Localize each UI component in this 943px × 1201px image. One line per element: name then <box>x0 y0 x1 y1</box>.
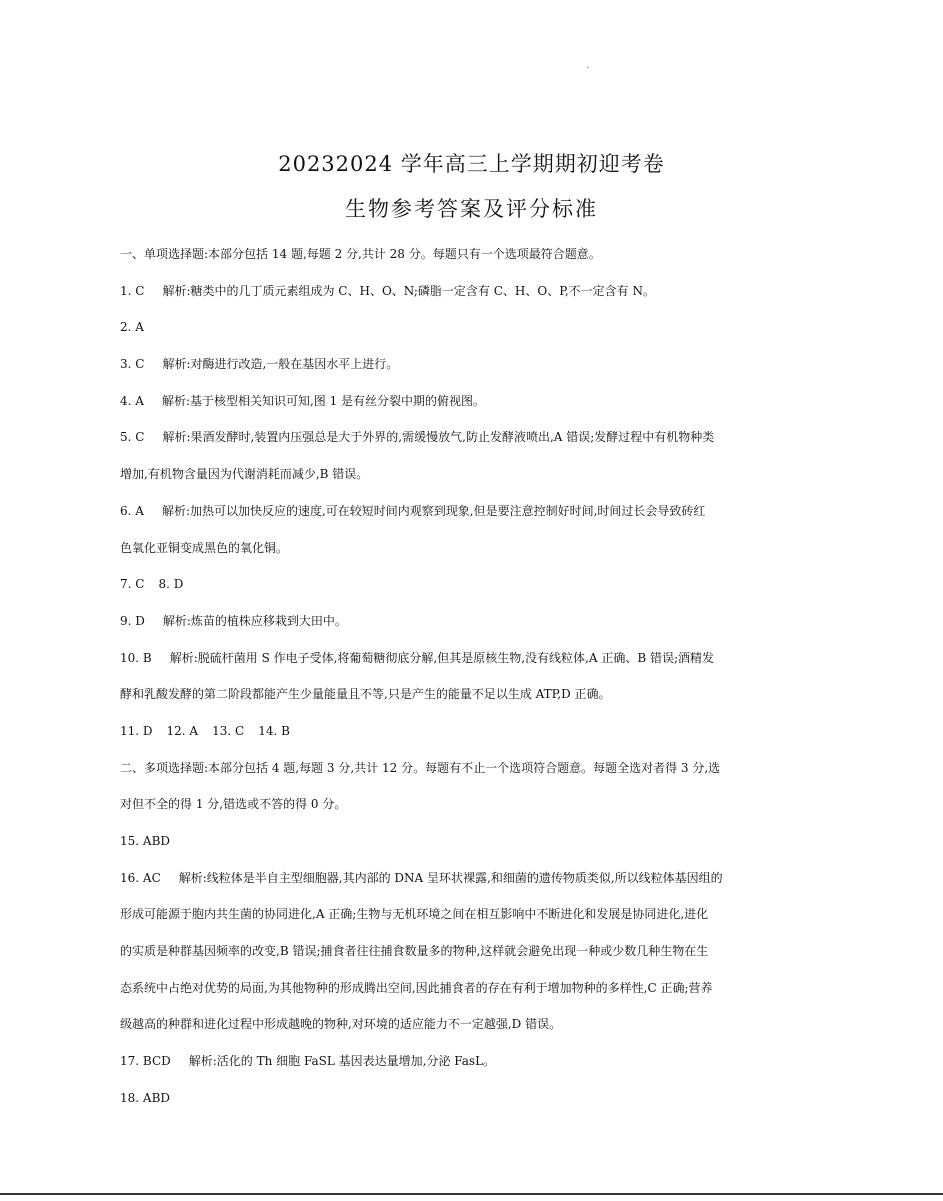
answer-q5 <box>120 419 830 456</box>
answer-q3 <box>120 346 830 383</box>
answer-number: 14. B <box>258 723 290 738</box>
page-bottom-border <box>0 1193 943 1195</box>
answer-number: 6. A <box>120 503 144 518</box>
answer-explanation: 解析:线粒体是半自主型细胞器,其内部的 DNA 呈环状裸露,和细菌的遗传物质类似,所以线粒体基因组的 <box>178 870 723 885</box>
answer-q2 <box>120 309 830 346</box>
exam-subtitle: 生物参考答案及评分标准 <box>345 197 598 221</box>
answer-q11-q14 <box>120 713 830 750</box>
answer-explanation: 解析:糖类中的几丁质元素组成为 C、H、O、N;磷脂一定含有 C、H、O、P,不一定含有 N。 <box>162 283 655 298</box>
answer-q1 <box>120 273 830 310</box>
answer-explanation: 解析:基于核型相关知识可知,图 1 是有丝分裂中期的俯视图。 <box>161 393 486 408</box>
answer-q6-continued: 色氧化亚铜变成黑色的氧化铜。 <box>120 540 289 555</box>
answer-number: 8. D <box>158 577 184 592</box>
answer-number: 11. D <box>120 723 153 738</box>
answer-q4 <box>120 383 830 420</box>
answer-q10 <box>120 640 830 677</box>
answer-q16 <box>120 860 830 897</box>
answer-number: 4. A <box>120 393 144 408</box>
answer-number: 3. C <box>120 357 145 372</box>
section2-title-continued: 对但不全的得 1 分,错选或不答的得 0 分。 <box>120 797 347 812</box>
section1-title: 一、单项选择题:本部分包括 14 题,每题 2 分,共计 28 分。每题只有一个选项最符合题意。 <box>120 247 601 261</box>
answer-q9 <box>120 603 830 640</box>
answer-q10-continued: 酵和乳酸发酵的第二阶段都能产生少量能量且不等,只是产生的能量不足以生成 ATP,D 正确。 <box>120 687 611 702</box>
answer-number: 13. C <box>212 723 245 738</box>
answer-q16-continued: 形成可能源于胞内共生菌的协同进化,A 正确;生物与无机环境之间在相互影响中不断进化和发展是协同进化,进化 <box>120 907 709 922</box>
answer-number: 9. D <box>120 613 145 628</box>
answer-number: 5. C <box>120 430 145 445</box>
answer-number: 2. A <box>120 320 144 335</box>
answer-number: 7. C <box>120 577 145 592</box>
answer-q15 <box>120 823 830 860</box>
answer-q16-continued: 态系统中占绝对优势的局面,为其他物种的形成腾出空间,因此捕食者的存在有利于增加物种的多样性,C 正确;营养 <box>120 980 713 995</box>
answer-q16-continued: 级越高的种群和进化过程中形成越晚的物种,对环境的适应能力不一定越强,D 错误。 <box>120 1017 562 1032</box>
answer-explanation: 解析:炼苗的植株应移栽到大田中。 <box>162 613 347 628</box>
answer-q18 <box>120 1080 830 1117</box>
answer-q17 <box>120 1043 830 1080</box>
answer-number: 18. ABD <box>120 1090 171 1105</box>
section2-title: 二、多项选择题:本部分包括 4 题,每题 3 分,共计 12 分。每题有不止一个选项符合题意。每题全选对者得 3 分,选 <box>120 760 721 775</box>
answer-explanation: 解析:果酒发酵时,装置内压强总是大于外界的,需缓慢放气,防止发酵液喷出,A 错误;发酵过程中有机物种类 <box>162 430 715 445</box>
answer-content <box>120 236 830 1117</box>
answer-explanation: 解析:脱硫杆菌用 S 作电子受体,将葡萄糖彻底分解,但其是原核生物,没有线粒体,A 正确、B 错误;酒精发 <box>169 650 715 665</box>
answer-q5-continued: 增加,有机物含量因为代谢消耗而减少,B 错误。 <box>120 467 369 482</box>
answer-number: 12. A <box>166 723 199 738</box>
answer-explanation: 解析:加热可以加快反应的速度,可在较短时间内观察到现象,但是要注意控制好时间,时间过长会导致砖红 <box>161 503 706 518</box>
answer-explanation: 解析:对酶进行改造,一般在基因水平上进行。 <box>162 357 399 372</box>
answer-q6 <box>120 493 830 530</box>
answer-number: 15. ABD <box>120 834 171 848</box>
answer-q16-continued: 的实质是种群基因频率的改变,B 错误;捕食者往往捕食数量多的物种,这样就会避免出现一种或少数几种生物在生 <box>120 944 709 959</box>
answer-explanation: 解析:活化的 Th 细胞 FaSL 基因表达量增加,分泌 FasL。 <box>188 1054 496 1069</box>
answer-q7-q8 <box>120 566 830 603</box>
exam-title: 20232024 学年高三上学期期初迎考卷 <box>278 152 665 176</box>
answer-number: 16. AC <box>120 870 161 885</box>
answer-number: 17. BCD <box>120 1054 171 1069</box>
answer-number: 10. B <box>120 650 152 665</box>
answer-number: 1. C <box>120 283 145 298</box>
page-dot: . <box>586 60 590 71</box>
